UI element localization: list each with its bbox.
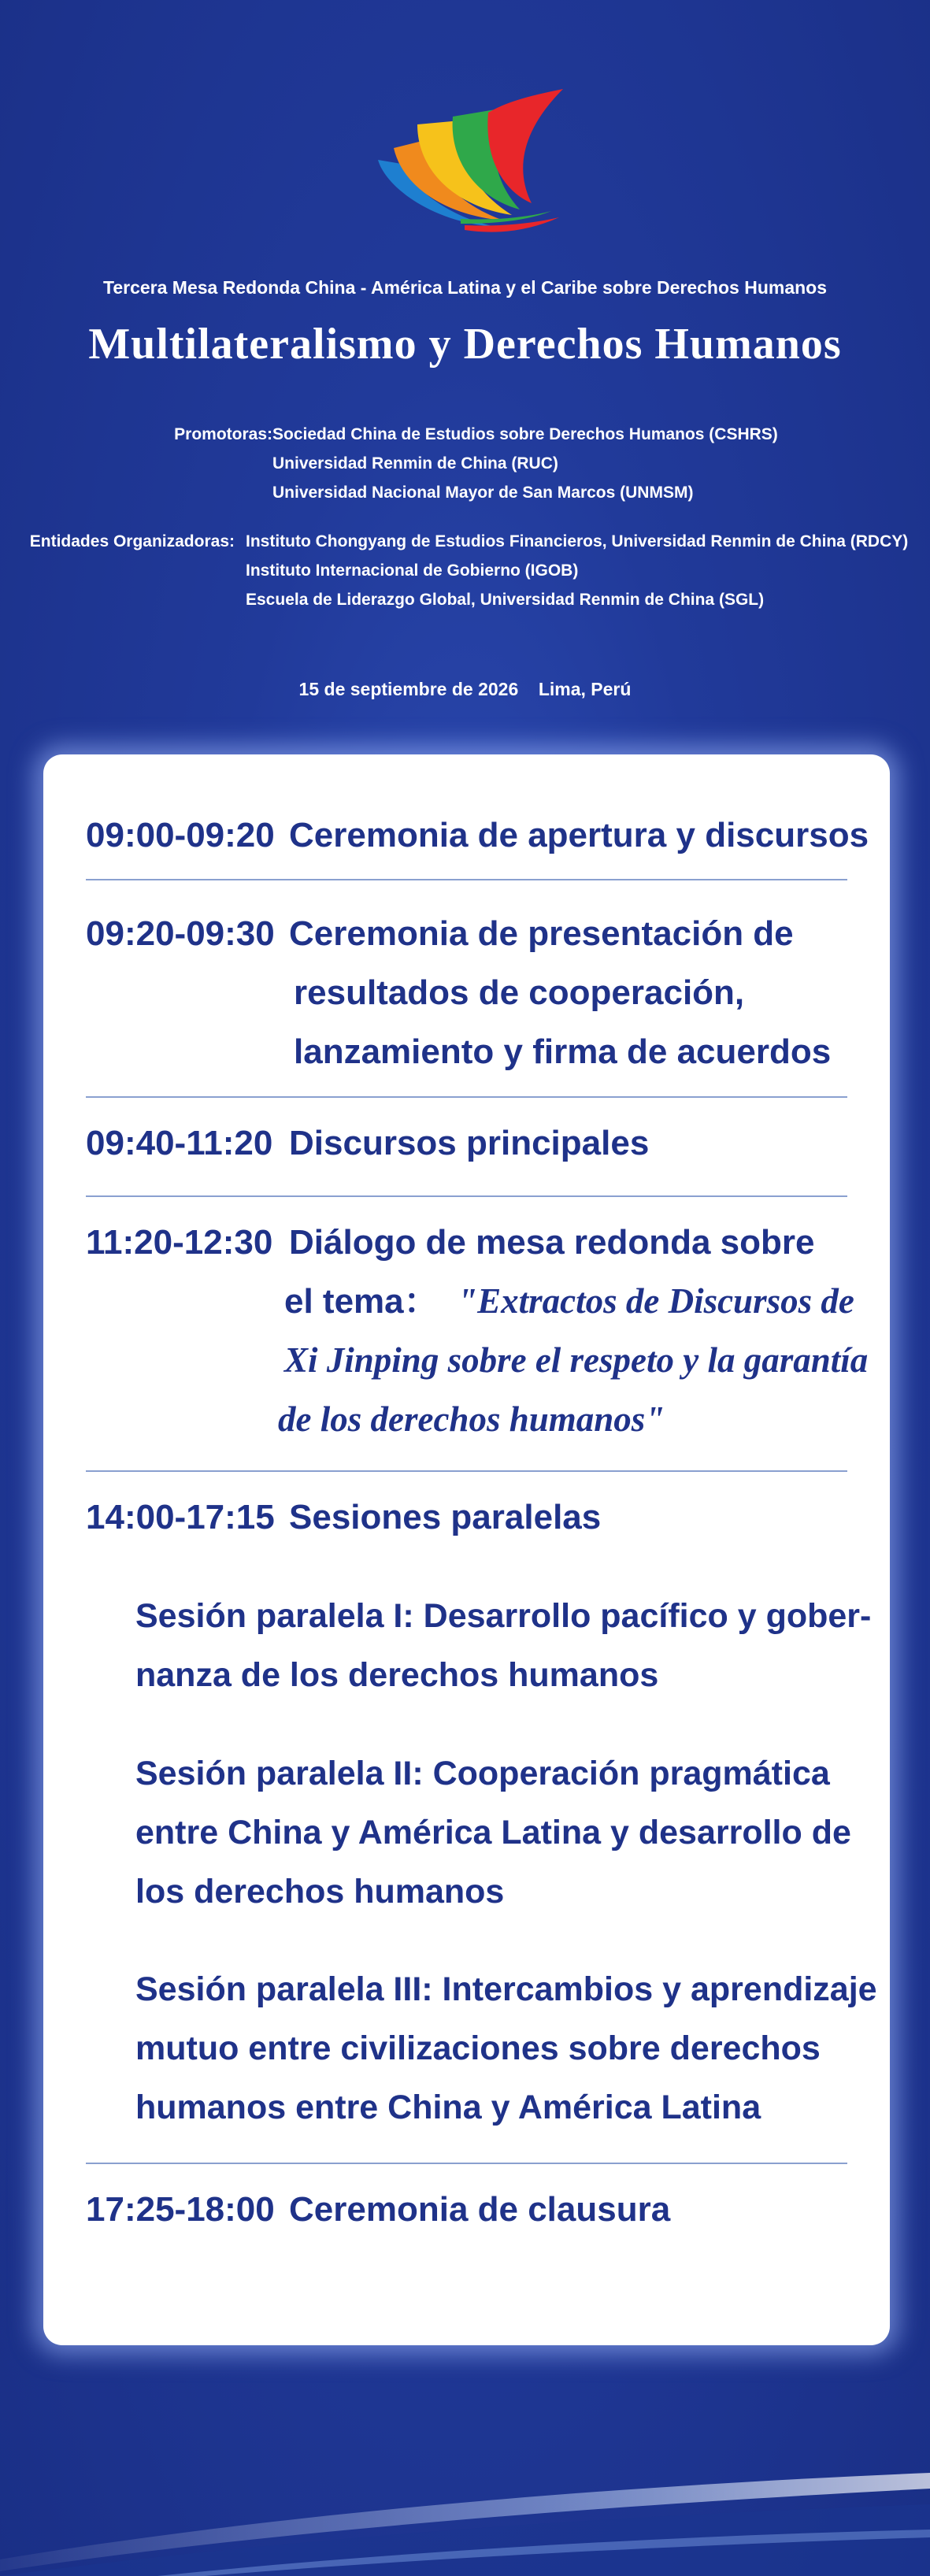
- program-card: [43, 754, 890, 2345]
- promotora-item: Universidad Renmin de China (RUC): [272, 454, 558, 473]
- program-time: 11:20-12:30: [86, 1223, 273, 1262]
- organizadora-item: Escuela de Liderazgo Global, Universidad Renmin de China (SGL): [246, 591, 765, 609]
- promotora-item: Universidad Nacional Mayor de San Marcos (UNMSM): [272, 484, 694, 502]
- organizadora-item: Instituto Internacional de Gobierno (IGOB): [246, 562, 579, 580]
- separator: [86, 1096, 847, 1098]
- topic-quote: Xi Jinping sobre el respeto y la garantía: [284, 1340, 869, 1380]
- program-time: 09:20-09:30: [86, 914, 275, 953]
- program-title-continued: resultados de cooperación,: [294, 973, 745, 1012]
- organizadora-item: Instituto Chongyang de Estudios Financieros, Universidad Renmin de China (RDCY): [246, 532, 909, 550]
- parallel-session: [135, 1960, 877, 2137]
- event-date: 15 de septiembre de 2026: [298, 679, 519, 699]
- program-title: Ceremonia de clausura: [289, 2190, 671, 2229]
- promotoras-block: [174, 420, 778, 507]
- event-logo: [370, 85, 567, 235]
- organizadoras-label: Entidades Organizadoras:: [29, 532, 235, 550]
- program-title-continued: lanzamiento y firma de acuerdos: [294, 1032, 832, 1071]
- topic-line: [86, 1272, 868, 1331]
- separator: [86, 1195, 847, 1197]
- separator: [86, 2163, 847, 2164]
- organizadoras-block: [29, 527, 909, 614]
- session-line: mutuo entre civilizaciones sobre derechos: [135, 2029, 821, 2067]
- topic-quote: "Extractos de Discursos de: [458, 1281, 854, 1321]
- topic-quote: de los derechos humanos": [278, 1399, 665, 1439]
- topic-label: el tema：: [284, 1282, 439, 1321]
- session-line: humanos entre China y América Latina: [135, 2089, 761, 2126]
- program-title: Sesiones paralelas: [289, 1498, 602, 1536]
- session-line: Sesión paralela I: Desarrollo pacífico y gober-: [135, 1597, 872, 1635]
- date-place: [0, 679, 930, 700]
- program-title: Discursos principales: [289, 1124, 650, 1162]
- session-line: entre China y América Latina y desarrollo de: [135, 1814, 851, 1851]
- separator: [86, 879, 847, 880]
- program-time: 14:00-17:15: [86, 1498, 275, 1536]
- promotora-item: Sociedad China de Estudios sobre Derechos Humanos (CSHRS): [272, 425, 778, 443]
- promotoras-label: Promotoras:: [174, 425, 272, 443]
- parallel-session: [135, 1587, 871, 1705]
- program-title: Ceremonia de apertura y discursos: [289, 816, 869, 854]
- session-line: Sesión paralela III: Intercambios y aprendizaje: [135, 1970, 877, 2008]
- event-title: Multilateralismo y Derechos Humanos: [88, 320, 842, 369]
- program-time: 09:00-09:20: [86, 816, 275, 854]
- program-item: [86, 904, 831, 1081]
- parallel-session: [135, 1744, 851, 1922]
- session-line: los derechos humanos: [135, 1873, 505, 1911]
- program-time: 17:25-18:00: [86, 2190, 275, 2229]
- event-place: Lima, Perú: [538, 679, 632, 699]
- decorative-wave: [0, 2441, 930, 2576]
- session-line: Sesión paralela II: Cooperación pragmática: [135, 1755, 830, 1792]
- event-subtitle: Tercera Mesa Redonda China - América Latina y el Caribe sobre Derechos Humanos: [102, 277, 828, 298]
- program-item: [86, 1213, 868, 1449]
- program-title: Diálogo de mesa redonda sobre: [289, 1223, 815, 1262]
- program-time: 09:40-11:20: [86, 1124, 273, 1162]
- separator: [86, 1470, 847, 1472]
- session-line: nanza de los derechos humanos: [135, 1656, 659, 1694]
- program-title: Ceremonia de presentación de: [289, 914, 794, 953]
